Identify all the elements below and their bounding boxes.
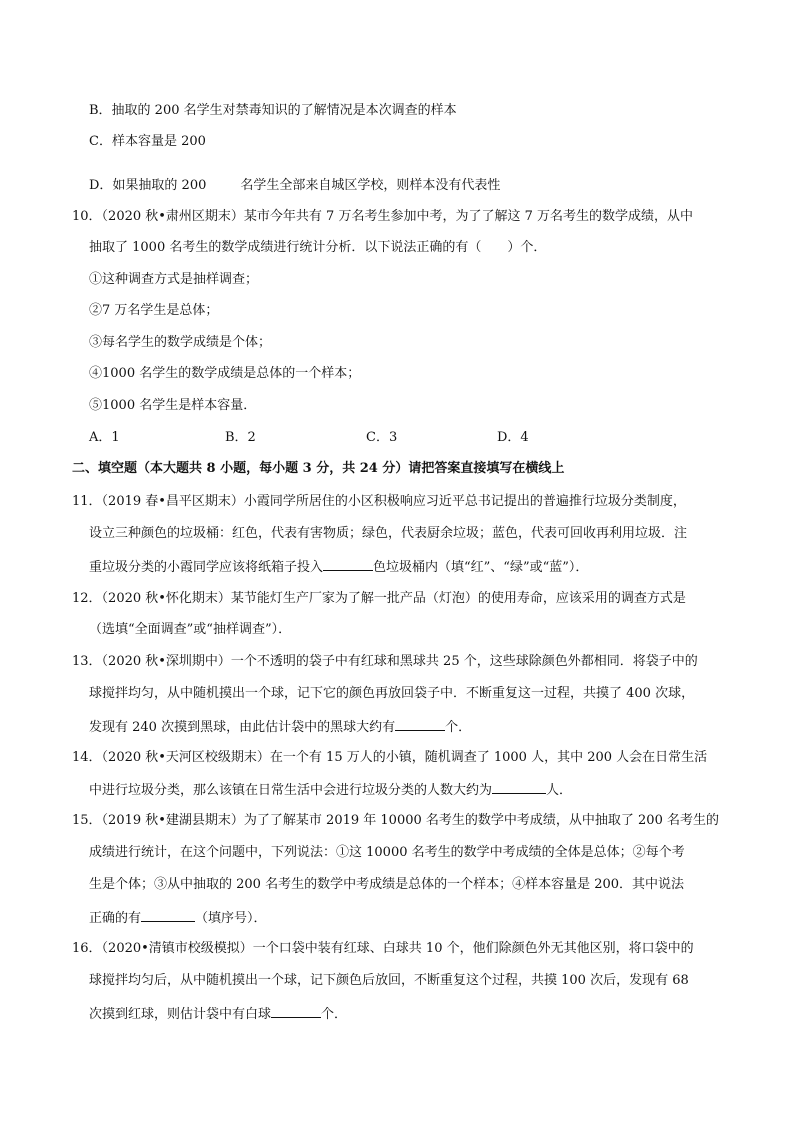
- q14-line-2-part1: 中进行垃圾分类，那么该镇在日常生活中会进行垃圾分类的人数大约为: [89, 783, 493, 798]
- q15-line-4: [89, 907, 267, 929]
- q11-line-1: 11．（2019 春•昌平区期末）小霞同学所居住的小区积极响应习近平总书记提出的普遍推行垃圾分类制度，: [72, 494, 686, 509]
- q13-answer-blank[interactable]: [395, 716, 445, 731]
- q11-line-3: [89, 556, 588, 578]
- q12-line-1: 12．（2020 秋•怀化期末）某节能灯生产厂家为了解一批产品（灯泡）的使用寿命，应该采用的调查方式是: [72, 591, 686, 606]
- q9-option-d-part2: 名学生全部来自城区学校，则样本没有代表性: [240, 178, 501, 193]
- q16-line-2: 球搅拌均匀后，从中随机摸出一个球，记下颜色后放回，不断重复这个过程，共摸 100 次后，发现有 68: [89, 973, 689, 988]
- q9-option-d-part1: D．如果抽取的 200: [89, 178, 207, 193]
- q16-answer-blank[interactable]: [271, 1003, 321, 1018]
- section-2-heading: 二、填空题（本大题共 8 小题，每小题 3 分，共 24 分）请把答案直接填写在横线上: [72, 461, 565, 476]
- q14-answer-blank[interactable]: [492, 779, 546, 794]
- q16-line-3-part2: 个．: [321, 1007, 348, 1022]
- q13-line-3-part1: 发现有 240 次摸到黑球，由此估计袋中的黑球大约有: [89, 720, 396, 735]
- q13-line-3: [89, 716, 471, 738]
- q10-option-b: B．2: [225, 430, 256, 445]
- q11-line-3-part1: 重垃圾分类的小霞同学应该将纸箱子投入: [89, 560, 324, 575]
- q10-statement-3: ③每名学生的数学成绩是个体；: [89, 335, 272, 350]
- q15-line-2: 成绩进行统计，在这个问题中，下列说法：①这 10000 名考生的数学中考成绩的全体是总体；②每个考: [89, 845, 685, 860]
- q10-statement-1: ①这种调查方式是抽样调查；: [89, 272, 259, 287]
- q14-line-1: 14．（2020 秋•天河区校级期末）在一个有 15 万人的小镇，随机调查了 1000 人，其中 200 人会在日常生活: [72, 750, 708, 765]
- q10-option-c: C．3: [366, 430, 398, 445]
- q9-option-b: B．抽取的 200 名学生对禁毒知识的了解情况是本次调查的样本: [89, 103, 457, 118]
- q11-line-2: 设立三种颜色的垃圾桶：红色，代表有害物质；绿色，代表厨余垃圾；蓝色，代表可回收再利用垃圾．注: [89, 526, 688, 541]
- q10-options: [89, 428, 529, 448]
- q10-line-2: 抽取了 1000 名考生的数学成绩进行统计分析．以下说法正确的有（ ）个．: [89, 240, 547, 255]
- q15-line-4-part1: 正确的有: [89, 911, 142, 926]
- q9-option-c: C．样本容量是 200: [89, 134, 206, 149]
- q12-line-2: （选填“全面调查”或“抽样调查”）．: [89, 622, 292, 637]
- q10-option-d: D．4: [497, 430, 529, 445]
- q13-line-1: 13．（2020 秋•深圳期中）一个不透明的袋子中有红球和黑球共 25 个，这些球除颜色外都相同．将袋子中的: [72, 654, 698, 669]
- q10-statement-5: ⑤1000 名学生是样本容量．: [89, 398, 257, 413]
- q10-statement-4: ④1000 名学生的数学成绩是总体的一个样本；: [89, 366, 361, 381]
- q11-answer-blank[interactable]: [323, 556, 373, 571]
- q10-line-1: 10．（2020 秋•肃州区期末）某市今年共有 7 万名考生参加中考，为了了解这 7 万名考生的数学成绩，从中: [72, 209, 693, 224]
- q15-answer-blank[interactable]: [141, 907, 195, 922]
- q14-line-2-part2: 人．: [546, 783, 573, 798]
- q15-line-3: 生是个体；③从中抽取的 200 名考生的数学中考成绩是总体的一个样本；④样本容量是 200．其中说法: [89, 877, 685, 892]
- q9-option-d: [89, 176, 500, 196]
- q10-statement-2: ②7 万名学生是总体；: [89, 303, 219, 318]
- q16-line-3-part1: 次摸到红球，则估计袋中有白球: [89, 1007, 272, 1022]
- q13-line-3-part2: 个．: [445, 720, 472, 735]
- q16-line-3: [89, 1003, 347, 1025]
- q16-line-1: 16．（2020•清镇市校级模拟）一个口袋中装有红球、白球共 10 个，他们除颜色外无其他区别，将口袋中的: [72, 941, 694, 956]
- q15-line-1: 15．（2019 秋•建湖县期末）为了了解某市 2019 年 10000 名考生的数学中考成绩，从中抽取了 200 名考生的: [72, 813, 719, 828]
- q15-line-4-part2: （填序号）．: [195, 911, 267, 926]
- q13-line-2: 球搅拌均匀，从中随机摸出一个球，记下它的颜色再放回袋子中．不断重复这一过程，共摸了 400 次球，: [89, 686, 695, 701]
- q10-option-a: A．1: [89, 430, 120, 445]
- q14-line-2: [89, 779, 572, 801]
- q11-line-3-part2: 色垃圾桶内（填“红”、“绿”或“蓝”）．: [373, 560, 589, 575]
